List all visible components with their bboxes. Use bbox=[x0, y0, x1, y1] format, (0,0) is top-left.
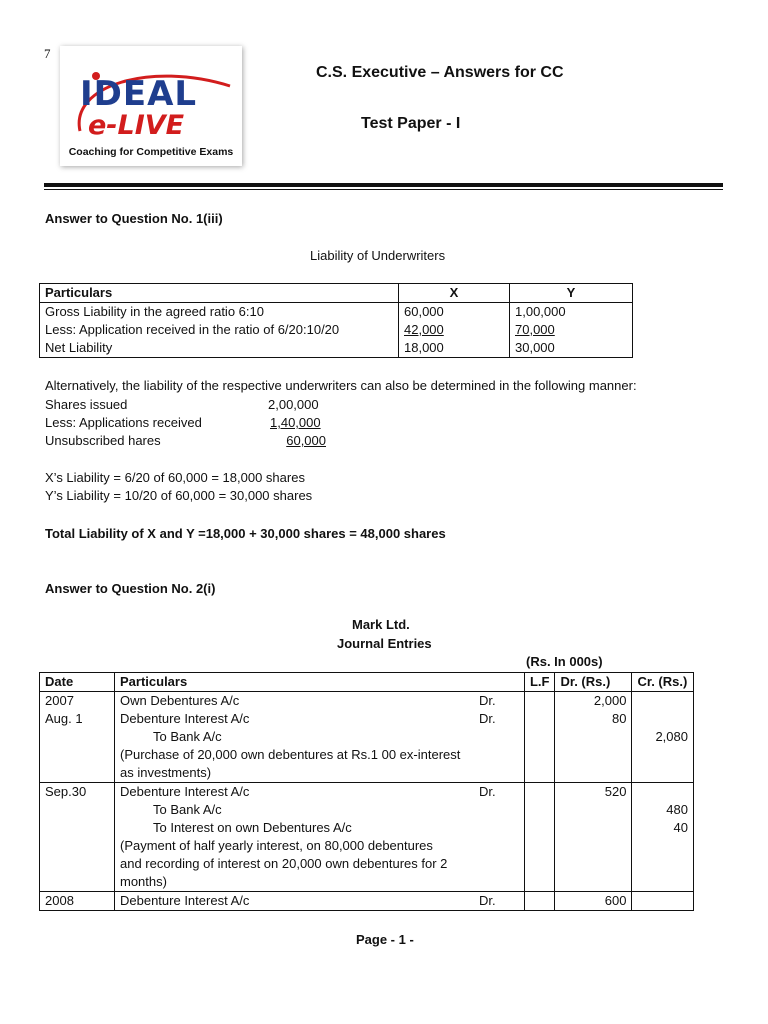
cell-text: Debenture Interest A/c bbox=[115, 710, 474, 728]
cell-date bbox=[40, 728, 115, 746]
cell-drcr bbox=[474, 855, 525, 873]
alt-value-2: 1,40,000 bbox=[270, 415, 321, 430]
x-liability: X’s Liability = 6/20 of 60,000 = 18,000 shares bbox=[45, 470, 305, 485]
cell-drcr: Dr. bbox=[474, 892, 525, 911]
cell-drcr bbox=[474, 746, 525, 764]
cell: 18,000 bbox=[399, 339, 510, 358]
cell-date bbox=[40, 801, 115, 819]
cell-date: 2008 bbox=[40, 892, 115, 911]
table-row bbox=[40, 692, 694, 711]
cell: 60,000 bbox=[399, 303, 510, 322]
units-label: (Rs. In 000s) bbox=[526, 654, 603, 669]
cell: 1,00,000 bbox=[510, 303, 633, 322]
cell-text: Debenture Interest A/c bbox=[115, 783, 474, 802]
alt-label-3: Unsubscribed hares bbox=[45, 433, 161, 448]
page-footer: Page - 1 - bbox=[356, 932, 414, 947]
alt-value-1: 2,00,000 bbox=[268, 397, 319, 412]
header-divider bbox=[44, 183, 723, 187]
table-row bbox=[40, 855, 694, 873]
cell-cr bbox=[632, 692, 694, 711]
cell-text: Debenture Interest A/c bbox=[115, 892, 474, 911]
cell-date: Aug. 1 bbox=[40, 710, 115, 728]
cell-date: 2007 bbox=[40, 692, 115, 711]
cell-dr bbox=[555, 746, 632, 764]
cell-date bbox=[40, 746, 115, 764]
cell-drcr bbox=[474, 801, 525, 819]
col-particulars: Particulars bbox=[115, 673, 525, 692]
cell-dr bbox=[555, 728, 632, 746]
q1-heading: Answer to Question No. 1(iii) bbox=[45, 211, 223, 226]
cell-text: To Bank A/c bbox=[115, 801, 474, 819]
total-liability: Total Liability of X and Y =18,000 + 30,000 shares = 48,000 shares bbox=[45, 526, 446, 541]
table-row bbox=[40, 783, 694, 802]
cell: 70,000 bbox=[510, 321, 633, 339]
cell: Gross Liability in the agreed ratio 6:10 bbox=[40, 303, 399, 322]
table-row bbox=[40, 710, 694, 728]
logo-elive-text: e-LIVE bbox=[88, 110, 185, 141]
col-date: Date bbox=[40, 673, 115, 692]
table-row bbox=[40, 339, 633, 358]
cell: Less: Application received in the ratio of 6/20:10/20 bbox=[40, 321, 399, 339]
q2-heading: Answer to Question No. 2(i) bbox=[45, 581, 216, 596]
cell-dr bbox=[555, 873, 632, 892]
company-name: Mark Ltd. bbox=[352, 617, 410, 632]
cell-cr bbox=[632, 837, 694, 855]
cell-cr: 2,080 bbox=[632, 728, 694, 746]
cell-dr: 2,000 bbox=[555, 692, 632, 711]
cell-cr bbox=[632, 892, 694, 911]
cell-drcr: Dr. bbox=[474, 783, 525, 802]
journal-title: Journal Entries bbox=[337, 636, 432, 651]
cell-text: months) bbox=[115, 873, 474, 892]
y-liability: Y’s Liability = 10/20 of 60,000 = 30,000 shares bbox=[45, 488, 313, 503]
cell-cr bbox=[632, 764, 694, 783]
cell-dr: 80 bbox=[555, 710, 632, 728]
cell-drcr bbox=[474, 728, 525, 746]
cell-date: Sep.30 bbox=[40, 783, 115, 802]
cell-date bbox=[40, 819, 115, 837]
cell-drcr: Dr. bbox=[474, 692, 525, 711]
cell-text: To Interest on own Debentures A/c bbox=[115, 819, 474, 837]
col-x: X bbox=[399, 284, 510, 303]
cell-dr bbox=[555, 855, 632, 873]
table-row bbox=[40, 746, 694, 764]
cell-drcr bbox=[474, 764, 525, 783]
cell-dr bbox=[555, 819, 632, 837]
header-divider-thin bbox=[44, 189, 723, 190]
col-dr: Dr. (Rs.) bbox=[555, 673, 632, 692]
cell-dr bbox=[555, 837, 632, 855]
cell-text: (Payment of half yearly interest, on 80,000 debentures bbox=[115, 837, 474, 855]
cell-text: Own Debentures A/c bbox=[115, 692, 474, 711]
table-row bbox=[40, 801, 694, 819]
table-row bbox=[40, 892, 694, 911]
cell-cr bbox=[632, 783, 694, 802]
cell-drcr bbox=[474, 873, 525, 892]
table-row bbox=[40, 728, 694, 746]
page-number-top: 7 bbox=[44, 46, 51, 61]
cell: Net Liability bbox=[40, 339, 399, 358]
table-row bbox=[40, 303, 633, 322]
table-row bbox=[40, 321, 633, 339]
col-cr: Cr. (Rs.) bbox=[632, 673, 694, 692]
cell-dr bbox=[555, 801, 632, 819]
cell-text: To Bank A/c bbox=[115, 728, 474, 746]
page-title: C.S. Executive – Answers for CC bbox=[316, 64, 564, 81]
underwriters-table bbox=[39, 283, 633, 358]
page-subtitle: Test Paper - I bbox=[361, 115, 461, 132]
logo-tagline: Coaching for Competitive Exams bbox=[68, 146, 234, 158]
cell-text: and recording of interest on 20,000 own debentures for 2 bbox=[115, 855, 474, 873]
table-row bbox=[40, 819, 694, 837]
logo bbox=[60, 46, 242, 166]
cell-date bbox=[40, 837, 115, 855]
col-y: Y bbox=[510, 284, 633, 303]
cell-cr bbox=[632, 855, 694, 873]
col-lf: L.F bbox=[524, 673, 555, 692]
cell-text: as investments) bbox=[115, 764, 474, 783]
cell-cr: 480 bbox=[632, 801, 694, 819]
cell-text: (Purchase of 20,000 own debentures at Rs.1 00 ex-interest bbox=[115, 746, 474, 764]
cell-cr bbox=[632, 710, 694, 728]
cell-cr bbox=[632, 873, 694, 892]
logo-ideal-text: IDEAL bbox=[80, 74, 198, 114]
cell-date bbox=[40, 855, 115, 873]
cell-dr: 520 bbox=[555, 783, 632, 802]
cell: 30,000 bbox=[510, 339, 633, 358]
cell-date bbox=[40, 873, 115, 892]
cell-drcr bbox=[474, 819, 525, 837]
cell-drcr bbox=[474, 837, 525, 855]
alt-intro: Alternatively, the liability of the respective underwriters can also be determined in the following manner: bbox=[45, 378, 637, 393]
cell-cr bbox=[632, 746, 694, 764]
col-particulars: Particulars bbox=[40, 284, 399, 303]
cell-dr bbox=[555, 764, 632, 783]
cell-cr: 40 bbox=[632, 819, 694, 837]
cell-dr: 600 bbox=[555, 892, 632, 911]
alt-label-2: Less: Applications received bbox=[45, 415, 202, 430]
cell-date bbox=[40, 764, 115, 783]
cell-drcr: Dr. bbox=[474, 710, 525, 728]
table-row bbox=[40, 873, 694, 892]
table-row bbox=[40, 837, 694, 855]
alt-label-1: Shares issued bbox=[45, 397, 128, 412]
journal-table bbox=[39, 672, 694, 911]
table-row bbox=[40, 764, 694, 783]
q1-table-title: Liability of Underwriters bbox=[310, 248, 446, 263]
alt-value-3: 60,000 bbox=[286, 433, 326, 448]
cell: 42,000 bbox=[399, 321, 510, 339]
